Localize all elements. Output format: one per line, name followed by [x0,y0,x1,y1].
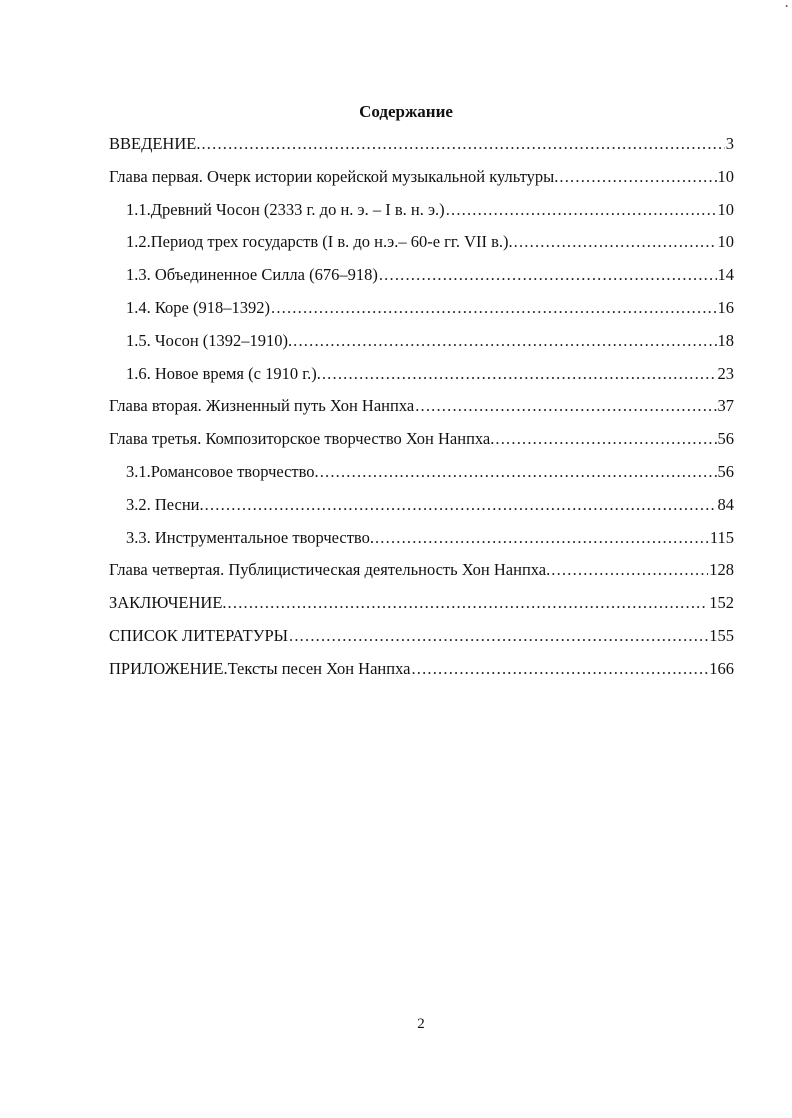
toc-leader-dots [293,331,716,351]
toc-entry-page: 115 [709,527,734,547]
toc-leader-dots [322,364,717,384]
toc-entry-title: ПРИЛОЖЕНИЕ.Тексты песен Хон Нанпха [109,658,411,678]
toc-leader-dots [415,396,716,416]
toc-entry-title: Глава третья. Композиторское творчество Хон Нанпха. [109,429,495,449]
toc-leader-dots [271,298,717,318]
toc-leader-dots [446,200,717,220]
toc-leader-dots [559,167,716,187]
toc-entry-title: 3.2. Песни. [126,494,204,514]
toc-entry-title: 1.1.Древний Чосон (2333 г. до н. э. – I в. н. э.) [126,199,445,219]
toc-entry-title: 1.3. Объединенное Силла (676–918) [126,265,378,285]
toc-subentry[interactable] [109,298,734,331]
toc-leader-dots [514,232,717,252]
page-number: 2 [417,1016,425,1032]
toc-entry-title: Глава первая. Очерк истории корейской музыкальной культуры. [109,166,559,186]
toc-leader-dots [289,626,708,646]
toc-entry-title: 3.1.Романсовое творчество. [126,461,319,481]
toc-leader-dots [495,429,716,449]
toc-entry[interactable] [109,429,734,462]
toc-subentry[interactable] [109,495,734,528]
toc-leader-dots [320,462,717,482]
toc-entry-title: 1.5. Чосон (1392–1910). [126,330,293,350]
toc-entry-page: 152 [709,593,734,613]
toc-entry-page: 10 [717,199,734,219]
toc-entry-page: 10 [717,232,734,252]
toc-entry-page: 128 [709,560,734,580]
toc-entry[interactable] [109,593,734,626]
toc-entry-page: 10 [717,166,734,186]
toc-entry-page: 37 [717,396,734,416]
toc-subentry[interactable] [109,462,734,495]
toc-leader-dots [411,659,708,679]
toc-entry-title: 1.2.Период трех государств (I в. до н.э.– 60-е гг. VII в.). [126,232,513,252]
toc-entry[interactable] [109,396,734,429]
toc-entry-title: 1.6. Новое время (с 1910 г.). [126,363,321,383]
toc-entry-page: 56 [717,461,734,481]
toc-leader-dots [379,265,717,285]
toc-entry-page: 166 [709,658,734,678]
toc-entry-title: 3.3. Инструментальное творчество. [126,527,374,547]
toc-entry-title: ЗАКЛЮЧЕНИЕ. [109,593,227,613]
toc-entry-page: 3 [725,134,734,153]
toc-subentry[interactable] [109,232,734,265]
corner-mark: • [785,2,788,11]
toc-subentry[interactable] [109,364,734,397]
toc-entry-title: Глава четвертая. Публицистическая деятельность Хон Нанпха. [109,560,551,580]
toc-leader-dots [551,560,708,580]
toc-entry[interactable] [109,134,734,167]
toc-entry[interactable] [109,167,734,200]
toc-leader-dots [205,495,717,515]
toc-entry-title: ВВЕДЕНИЕ. [109,134,201,153]
toc-subentry[interactable] [109,528,734,561]
toc-entry-page: 14 [717,265,734,285]
table-of-contents [109,134,734,692]
toc-leader-dots [228,593,709,613]
toc-leader-dots [201,134,724,154]
toc-entry-page: 56 [717,429,734,449]
toc-entry[interactable] [109,626,734,659]
toc-entry-page: 155 [709,625,734,645]
toc-entry-title: Глава вторая. Жизненный путь Хон Нанпха [109,396,415,416]
toc-subentry[interactable] [109,265,734,298]
toc-entry[interactable] [109,659,734,692]
toc-entry-title: 1.4. Коре (918–1392) [126,297,270,317]
toc-entry-page: 84 [717,494,734,514]
toc-entry-title: СПИСОК ЛИТЕРАТУРЫ [109,625,289,645]
toc-subentry[interactable] [109,331,734,364]
toc-entry[interactable] [109,560,734,593]
toc-subentry[interactable] [109,200,734,233]
toc-entry-page: 16 [717,297,734,317]
page-title: Содержание [359,102,453,121]
toc-entry-page: 23 [717,363,734,383]
toc-leader-dots [375,528,709,548]
toc-entry-page: 18 [717,330,734,350]
